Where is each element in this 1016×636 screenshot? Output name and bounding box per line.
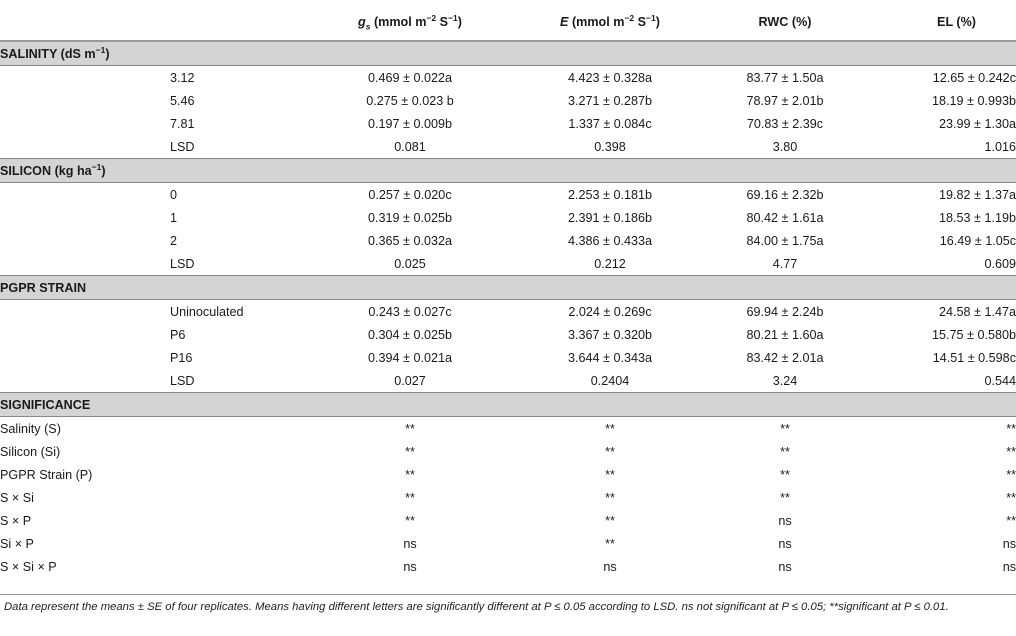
el-cell: ** xyxy=(1006,513,1016,528)
e-cell: ** xyxy=(605,444,615,459)
gs-cell: 0.469 ± 0.022a xyxy=(368,70,452,85)
rwc-cell: 4.77 xyxy=(772,256,798,271)
level-cell xyxy=(170,509,310,532)
section-header-row xyxy=(0,276,1016,300)
e-cell: ** xyxy=(605,513,615,528)
header-blank-2 xyxy=(170,4,310,41)
factor-cell xyxy=(0,66,170,90)
el-cell: ns xyxy=(1002,559,1016,574)
level-cell: 5.46 xyxy=(170,93,195,108)
table-row xyxy=(0,66,1016,90)
e-cell: 0.398 xyxy=(594,139,626,154)
level-cell: 1 xyxy=(170,210,178,225)
footnote-rule xyxy=(0,594,1016,595)
factor-cell xyxy=(0,300,170,324)
header-row xyxy=(0,4,1016,41)
section-header-row xyxy=(0,41,1016,66)
factor-cell xyxy=(0,183,170,207)
rwc-cell: ** xyxy=(780,490,790,505)
table-row xyxy=(0,369,1016,393)
rwc-cell: 3.24 xyxy=(772,373,798,388)
e-cell: 2.253 ± 0.181b xyxy=(568,187,652,202)
rwc-cell: ** xyxy=(780,467,790,482)
header-blank-1 xyxy=(0,4,170,41)
el-cell: 18.19 ± 0.993b xyxy=(932,93,1016,108)
gs-cell: 0.365 ± 0.032a xyxy=(368,233,452,248)
factor-cell xyxy=(0,112,170,135)
e-cell: ** xyxy=(605,467,615,482)
e-cell: 3.271 ± 0.287b xyxy=(568,93,652,108)
table-row xyxy=(0,532,1016,555)
rwc-cell: 3.80 xyxy=(772,139,798,154)
section-title: SALINITY (dS $m^{-1}$) xyxy=(0,41,1016,66)
e-cell: 4.423 ± 0.328a xyxy=(568,70,652,85)
rwc-cell: ns xyxy=(778,513,792,528)
el-cell: ** xyxy=(1006,421,1016,436)
section-title: SILICON (kg $ha^{-1}$) xyxy=(0,159,1016,183)
el-cell: 14.51 ± 0.598c xyxy=(932,350,1016,365)
factor-cell xyxy=(0,346,170,369)
level-cell xyxy=(170,440,310,463)
table-row xyxy=(0,417,1016,441)
el-cell: 15.75 ± 0.580b xyxy=(932,327,1016,342)
factor-cell: PGPR Strain (P) xyxy=(0,467,93,482)
level-cell: Uninoculated xyxy=(170,304,244,319)
rwc-cell: ** xyxy=(780,444,790,459)
e-cell: 1.337 ± 0.084c xyxy=(568,116,652,131)
level-cell: LSD xyxy=(170,373,195,388)
rwc-cell: ns xyxy=(778,536,792,551)
table-row xyxy=(0,509,1016,532)
header-rwc: RWC (%) xyxy=(758,15,812,29)
el-cell: ** xyxy=(1006,490,1016,505)
table-row xyxy=(0,89,1016,112)
header-el: EL (%) xyxy=(937,15,976,29)
el-cell: 24.58 ± 1.47a xyxy=(939,304,1016,319)
e-cell: ** xyxy=(605,536,615,551)
rwc-cell: 69.94 ± 2.24b xyxy=(746,304,824,319)
gs-cell: ** xyxy=(405,513,415,528)
table-row xyxy=(0,300,1016,324)
section-header-row xyxy=(0,393,1016,417)
el-cell: 23.99 ± 1.30a xyxy=(939,116,1016,131)
e-cell: 2.024 ± 0.269c xyxy=(568,304,652,319)
table-row xyxy=(0,252,1016,276)
gs-cell: 0.275 ± 0.023 b xyxy=(366,93,454,108)
level-cell xyxy=(170,555,310,578)
factor-cell: Silicon (Si) xyxy=(0,444,61,459)
level-cell xyxy=(170,417,310,441)
gs-cell: ** xyxy=(405,467,415,482)
e-cell: 3.644 ± 0.343a xyxy=(568,350,652,365)
level-cell: P16 xyxy=(170,350,193,365)
e-cell: 3.367 ± 0.320b xyxy=(568,327,652,342)
level-cell xyxy=(170,532,310,555)
gs-cell: ** xyxy=(405,490,415,505)
el-cell: ** xyxy=(1006,444,1016,459)
table-row xyxy=(0,206,1016,229)
gs-cell: 0.243 ± 0.027c xyxy=(368,304,452,319)
gs-cell: 0.394 ± 0.021a xyxy=(368,350,452,365)
level-cell: 2 xyxy=(170,233,178,248)
rwc-cell: 83.42 ± 2.01a xyxy=(746,350,824,365)
factor-cell xyxy=(0,369,170,393)
gs-cell: 0.027 xyxy=(394,373,426,388)
factor-cell: S × P xyxy=(0,513,32,528)
header-gs: $g_s$ (mmol $m^{-2}$ $S^{-1}$) xyxy=(358,12,462,32)
table-row xyxy=(0,135,1016,159)
el-cell: ** xyxy=(1006,467,1016,482)
el-cell: 1.016 xyxy=(984,139,1016,154)
table-row xyxy=(0,229,1016,252)
table-row xyxy=(0,323,1016,346)
el-cell: 12.65 ± 0.242c xyxy=(932,70,1016,85)
level-cell: 0 xyxy=(170,187,178,202)
factor-cell xyxy=(0,135,170,159)
e-cell: 4.386 ± 0.433a xyxy=(568,233,652,248)
factor-cell xyxy=(0,252,170,276)
gs-cell: ns xyxy=(403,559,417,574)
header-e: E (mmol $m^{-2}$ $S^{-1}$) xyxy=(560,12,660,29)
e-cell: ** xyxy=(605,421,615,436)
factor-cell xyxy=(0,323,170,346)
section-header-row xyxy=(0,159,1016,183)
gs-cell: 0.257 ± 0.020c xyxy=(368,187,452,202)
level-cell: 3.12 xyxy=(170,70,195,85)
e-cell: 0.2404 xyxy=(590,373,630,388)
el-cell: 18.53 ± 1.19b xyxy=(939,210,1016,225)
gs-cell: 0.304 ± 0.025b xyxy=(368,327,452,342)
table-row xyxy=(0,183,1016,207)
level-cell: LSD xyxy=(170,256,195,271)
table-row xyxy=(0,486,1016,509)
data-table xyxy=(0,4,1016,578)
section-title: SIGNIFICANCE xyxy=(0,393,1016,417)
rwc-cell: 83.77 ± 1.50a xyxy=(746,70,824,85)
level-cell xyxy=(170,486,310,509)
factor-cell: Si × P xyxy=(0,536,34,551)
e-cell: 0.212 xyxy=(594,256,626,271)
rwc-cell: ** xyxy=(780,421,790,436)
level-cell xyxy=(170,463,310,486)
e-cell: ns xyxy=(603,559,617,574)
rwc-cell: 84.00 ± 1.75a xyxy=(746,233,824,248)
factor-cell xyxy=(0,229,170,252)
el-cell: ns xyxy=(1002,536,1016,551)
table-row xyxy=(0,112,1016,135)
section-title: PGPR STRAIN xyxy=(0,276,1016,300)
el-cell: 19.82 ± 1.37a xyxy=(939,187,1016,202)
factor-cell xyxy=(0,206,170,229)
e-cell: ** xyxy=(605,490,615,505)
gs-cell: 0.197 ± 0.009b xyxy=(368,116,452,131)
table-row xyxy=(0,463,1016,486)
el-cell: 0.544 xyxy=(984,373,1016,388)
el-cell: 16.49 ± 1.05c xyxy=(939,233,1016,248)
gs-cell: ns xyxy=(403,536,417,551)
factor-cell: Salinity (S) xyxy=(0,421,61,436)
rwc-cell: 70.83 ± 2.39c xyxy=(746,116,824,131)
gs-cell: ** xyxy=(405,421,415,436)
level-cell: 7.81 xyxy=(170,116,195,131)
rwc-cell: 80.42 ± 1.61a xyxy=(746,210,824,225)
rwc-cell: 78.97 ± 2.01b xyxy=(746,93,824,108)
table-row xyxy=(0,440,1016,463)
factor-cell xyxy=(0,89,170,112)
rwc-cell: 80.21 ± 1.60a xyxy=(746,327,824,342)
table-footnote: Data represent the means ± SE of four replicates. Means having different letters are significantly different at P ≤ 0.05 according to LSD. ns not significant at P ≤ 0.05; **significant at P ≤ 0.01. xyxy=(4,601,949,613)
rwc-cell: 69.16 ± 2.32b xyxy=(746,187,824,202)
table-row xyxy=(0,555,1016,578)
factor-cell: S × Si xyxy=(0,490,34,505)
gs-cell: 0.025 xyxy=(394,256,426,271)
rwc-cell: ns xyxy=(778,559,792,574)
table-row xyxy=(0,346,1016,369)
level-cell: LSD xyxy=(170,139,195,154)
factor-cell: S × Si × P xyxy=(0,559,57,574)
gs-cell: ** xyxy=(405,444,415,459)
gs-cell: 0.319 ± 0.025b xyxy=(368,210,452,225)
e-cell: 2.391 ± 0.186b xyxy=(568,210,652,225)
gs-cell: 0.081 xyxy=(394,139,426,154)
el-cell: 0.609 xyxy=(984,256,1016,271)
level-cell: P6 xyxy=(170,327,186,342)
